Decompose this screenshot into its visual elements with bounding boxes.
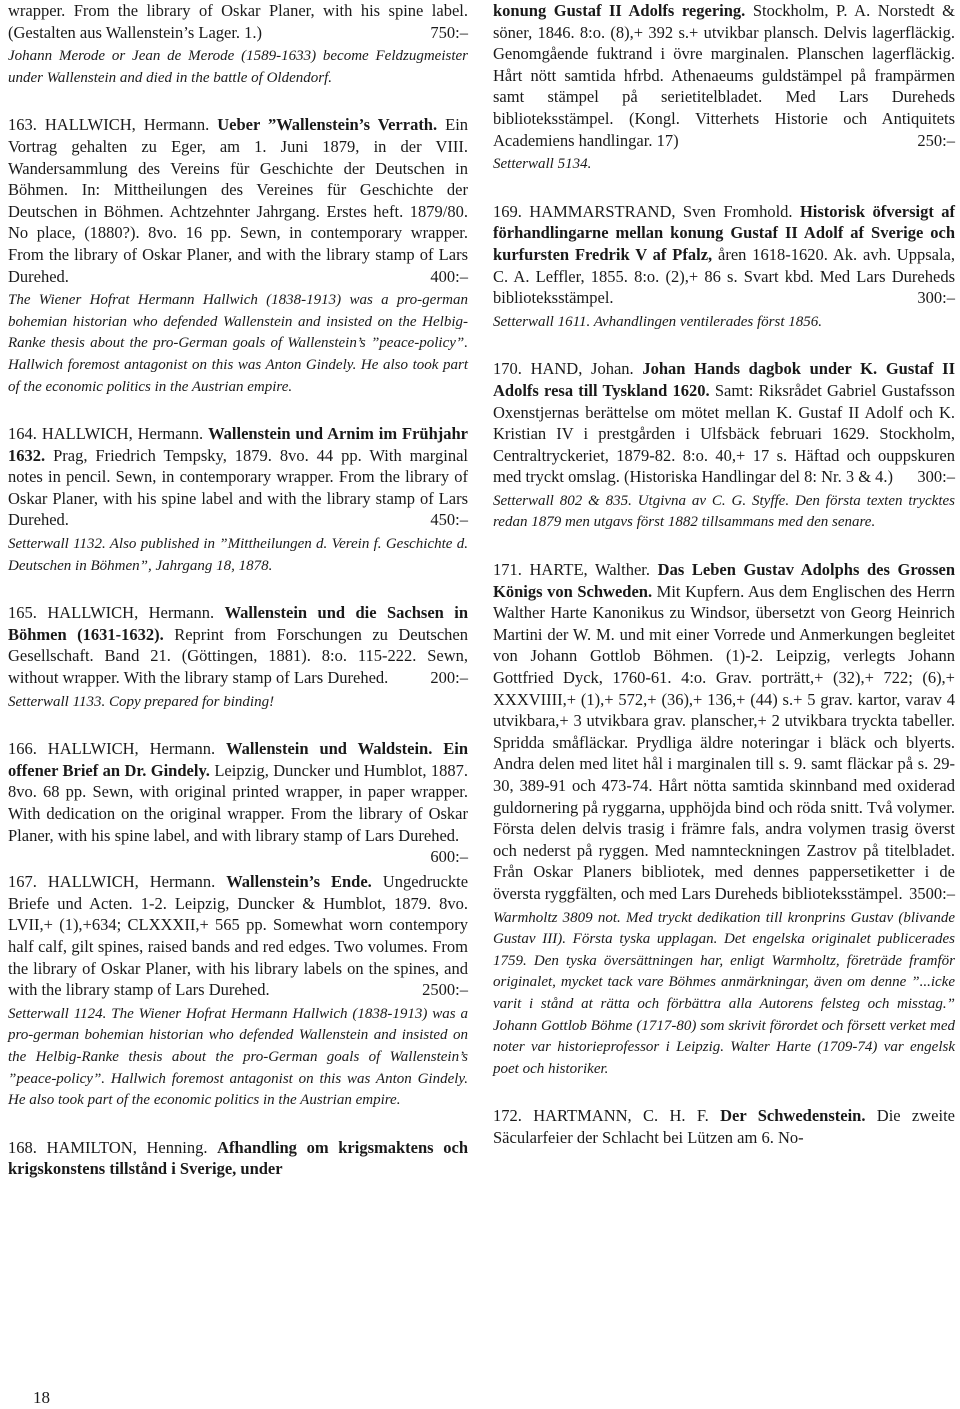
entry-author: HAND, Johan. (530, 359, 634, 379)
catalog-entry-166 (8, 738, 469, 867)
entry-note: The Wiener Hofrat Hermann Hallwich (1838-1913) was a pro-german bohemian historian who defended Wallenstein and insisted on the Helbig-Ranke thesis about the pro-German goals of Wallenstein’s ”peace-policy”. Hallwich foremost antagonist on this was Anton Gindely. He also took part of the economic politics in the Austrian empire. (8, 292, 468, 395)
entry-body: Samt: Riksrådet Gabriel Gustafsson Oxenstjernas berättelse om mötet mellan K. Gustaf II Adolf och K. Kristian IV i prestgården i Ulfsbäck februari 1629. Stockholm, Centraltryckeriet, 1879-82. 8:o. 40,+ 17 s. Häftad och ouppskuren med tryckt omslag. (Historiska Handlingar del 8: Nr. 3 & 4.) (493, 380, 956, 487)
entry-body: Reprint from Forschungen zu Deutschen Gesellschaft. Band 21. (Göttingen, 1881). 8:o. 115-222. Sewn, without wrapper. With the library stamp of Lars Durehed. (8, 624, 468, 688)
entry-note: Setterwall 5134. (493, 156, 592, 173)
entry-author: HAMILTON, Henning. (46, 1137, 208, 1157)
catalog-entry-168 (8, 1137, 468, 1180)
entry-number: 170. (493, 359, 522, 379)
entry-note: Warmholtz 3809 not. Med tryckt dedikation till kronprins Gustav (blivande Gustav III). Första tyska upplagan. Det engelska originalet publicerades 1759. Den tyska översättningen har, enligt Warmholtz, företräde framför originalet, mycket tack vare Böhmes anmärkningar, även om denne ”...icke varit i stånd at rätta och förbättra alla Autorens felsteg och misstag.” Johann Gottlob Böhme (1717-80) som skrivit förordet och försett verket med noter var historieprofessor i Leipzig. Walter Harte (1709-74) var engelsk poet och historiker. (493, 909, 955, 1077)
entry-number: 168. (8, 1137, 37, 1157)
entry-author: HARTE, Walther. (529, 560, 651, 580)
entry-title: konung Gustaf II Adolfs regering. (493, 1, 746, 20)
entry-number: 165. (8, 603, 37, 623)
right-column (493, 0, 955, 1174)
entry-author: HARTMANN, C. H. F. (533, 1106, 709, 1126)
price: 450:– (430, 510, 468, 530)
price: 400:– (430, 266, 468, 286)
entry-title: Wallenstein und Arnim im Frühjahr 1632. (8, 424, 469, 465)
entry-note: Setterwall 1133. Copy prepared for binding! (8, 693, 275, 710)
continuation-entry: konung Gustaf II Adolfs regering. Stockholm, P. A. Norstedt & söner, 1846. 8:o. (8),+ 392 s.+ utvikbar plansch. Delvis lagerfläckig. Genomgående fuktrand i övre marginalen. Planschen lagerfläckig. Hårt nött samtida hfrbd. Athenaeums guldstämpel på frampärmen samt stämpel på serietitelbladet. Med Lars Dureheds biblioteksstämpel. (Kongl. Vitterhets Historie och Antiquitets Academiens handlingar. 17) 250:– Setterwall 5134. (493, 0, 955, 176)
catalog-entry-167 (8, 871, 468, 1112)
entry-body: Die zweite Säcularfeier der Schlacht bei Lützen am 6. No- (493, 1106, 955, 1147)
entry-body: Ein Vortrag gehalten zu Eger, am 1. Juni 1879, in der VIII. Wandersammlung des Vereins für Geschichte der Deutschen in Böhmen. In: Mittheilungen des Vereines für Geschichte der Deutschen in Böhmen. Achtzehnter Jahrgang. Erstes heft. 1879/80. No place, (1880?). 8vo. 16 pp. Sewn, in contemporary wrapper. From the library of Oskar Planer, and with the library stamp of Lars Durehed. (8, 115, 469, 286)
entry-number: 172. (493, 1106, 522, 1126)
price: 300:– (917, 288, 955, 308)
entry-note: Setterwall 1611. Avhandlingen ventilerades först 1856. (493, 313, 822, 330)
catalog-entry-169 (493, 201, 955, 334)
catalog-entry-165 (8, 602, 468, 713)
price: 600:– (430, 847, 468, 867)
entry-note: Johann Merode or Jean de Merode (1589-1633) become Feldzugmeister under Wallenstein and died in the battle of Oldendorf. (8, 48, 468, 86)
entry-title: Das Leben Gustav Adolphs des Grossen Königs von Schweden. (493, 560, 956, 601)
entry-title: Johan Hands dagbok under K. Gustaf II Adolfs resa till Tyskland 1620. (493, 359, 956, 400)
entry-title: Afhandling om krigsmaktens och krigskonstens tillstånd i Sverige, under (8, 1137, 469, 1179)
continuation-entry: wrapper. From the library of Oskar Planer, with his spine label. (Gestalten aus Wallenstein’s Lager. 1.) 750:– Johann Merode or Jean de Merode (1589-1633) become Feldzugmeister under Wallenstein and died in the battle of Oldendorf. (8, 0, 468, 89)
entry-body: Ungedruckte Briefe und Acten. 1-2. Leipzig, Duncker & Humblot, 1879. 8vo. LVII,+ (1),+634; CLXXXII,+ 565 pp. Somewhat worn contempory half calf, gilt spines, raised bands and red edges. Two volumes. From the library of Oskar Planer, with his library labels on the spines, and with the library stamp of Lars Durehed. (8, 872, 469, 1000)
entry-body: Leipzig, Duncker und Humblot, 1887. 8vo. 68 pp. Sewn, with original printed wrapper, in paper wrapper. With dedication on the original wrapper. From the library of Oskar Planer, with his spine label, and with library stamp of Lars Durehed. (8, 760, 468, 845)
catalog-entry-172 (493, 1105, 955, 1148)
price: 3500:– (909, 883, 955, 903)
entry-number: 167. (8, 872, 37, 892)
entry-body: Prag, Friedrich Tempsky, 1879. 8vo. 44 pp. With marginal notes in pencil. Sewn, in contemporary wrapper. From the library of Oskar Planer, with his spine label and with the library stamp of Lars Durehed. (8, 445, 468, 530)
entry-title: Der Schwedenstein. (720, 1106, 866, 1126)
price: 200:– (430, 668, 468, 688)
entry-number: 169. (493, 201, 522, 221)
entry-title: Wallenstein und Waldstein. Ein offener Brief an Dr. Gindely. (8, 739, 469, 780)
entry-note: Setterwall 1124. The Wiener Hofrat Hermann Hallwich (1838-1913) was a pro-german bohemian historian who defended Wallenstein and insisted on the Helbig-Ranke thesis about the pro-German goals of Wallenstein’s ”peace-policy”. Hallwich foremost antagonist on this was Anton Gindely. He also took part of the economic politics in the Austrian empire. (8, 1005, 468, 1109)
entry-author: HAMMARSTRAND, Sven Fromhold. (529, 201, 793, 221)
entry-body: Mit Kupfern. Aus dem Englischen des Herrn Walther Harte Kanonikus zu Windsor, übersetzt von Georg Heinrich Martini der W. M. und mit einer Vorrede und Anmerkungen begleitet von Johann Gottlob Böhmen. (1)-2. Leipzig, verlegts Johann Gottfried Dyck, 1760-61. 4:o. Grav. porträtt,+ (32),+ 722; (6),+ XXXVIIII,+ (1),+ 572,+ (36),+ 136,+ (44) s.+ 5 grav. kartor, varav 4 utvikbara,+ 3 utvikbara grav. planscher,+ 2 utvikbara tryckta tabeller. Spridda småfläckar. Prydliga äldre noteringar i bläck och blyerts. Andra delen med litet hål i marginalen till s. 9. samt fläckar på s. 29-30, 389-91 och 473-74. Hårt nötta samtida skinnband med oxiderad guldornering på ryggarna, upphöjda bind och röda snitt. Två volymer. Första delen delvis trasig i främre fals, andra volymen trasig överst och nederst på ryggen. Med namnteckningen Zastrov på titelbladet. Från Oskar Planers bibliotek, med dennes pappersetiketter i de översta ryggfälten, och med Lars Dureheds biblioteksstämpel. (493, 581, 955, 903)
catalog-entry-171 (493, 559, 955, 1080)
entry-body: åren 1618-1620. Ak. avh. Uppsala, C. A. Leffler, 1855. 8:o. (2),+ 86 s. Svart kbd. Med Lars Dureheds biblioteksstämpel. (493, 244, 955, 308)
entry-author: HALLWICH, Hermann. (47, 603, 215, 623)
entry-note: Setterwall 802 & 835. Utgivna av C. G. Styffe. Den första texten trycktes redan 1879 men utgavs först 1882 tillsammans med den senare. (493, 492, 955, 531)
entry-number: 171. (493, 560, 522, 580)
entry-number: 164. (8, 424, 37, 444)
page-number: 18 (33, 1388, 50, 1407)
price: 250:– (917, 130, 955, 150)
entry-author: HALLWICH, Hermann. (47, 739, 216, 759)
entry-author: HALLWICH, Hermann. (44, 115, 210, 135)
entry-title: Wallenstein’s Ende. (226, 872, 372, 892)
price: 2500:– (422, 980, 468, 1000)
entry-title: Ueber ”Wallenstein’s Verrath. (217, 115, 438, 135)
entry-number: 166. (8, 739, 37, 759)
left-column (8, 0, 468, 1205)
entry-number: 163. (8, 115, 37, 135)
entry-author: HALLWICH, Hermann. (41, 424, 204, 444)
entry-note: Setterwall 1132. Also published in ”Mittheilungen d. Verein f. Geschichte d. Deutschen in Böhmen”, Jahrgang 18, 1878. (8, 536, 468, 574)
price: 750:– (430, 22, 468, 42)
entry-title: Wallenstein und die Sachsen in Böhmen (1631-1632). (8, 603, 469, 644)
catalog-entry-170 (493, 358, 955, 534)
catalog-entry-163 (8, 114, 468, 398)
price: 300:– (917, 467, 955, 487)
entry-author: HALLWICH, Hermann. (47, 872, 216, 892)
entry-title: Historisk öfversigt af förhandlingarne mellan konung Gustaf II Adolf af Sverige och kurfursten Fredrik V af Pfalz, (493, 201, 955, 264)
catalog-entry-164 (8, 423, 468, 577)
